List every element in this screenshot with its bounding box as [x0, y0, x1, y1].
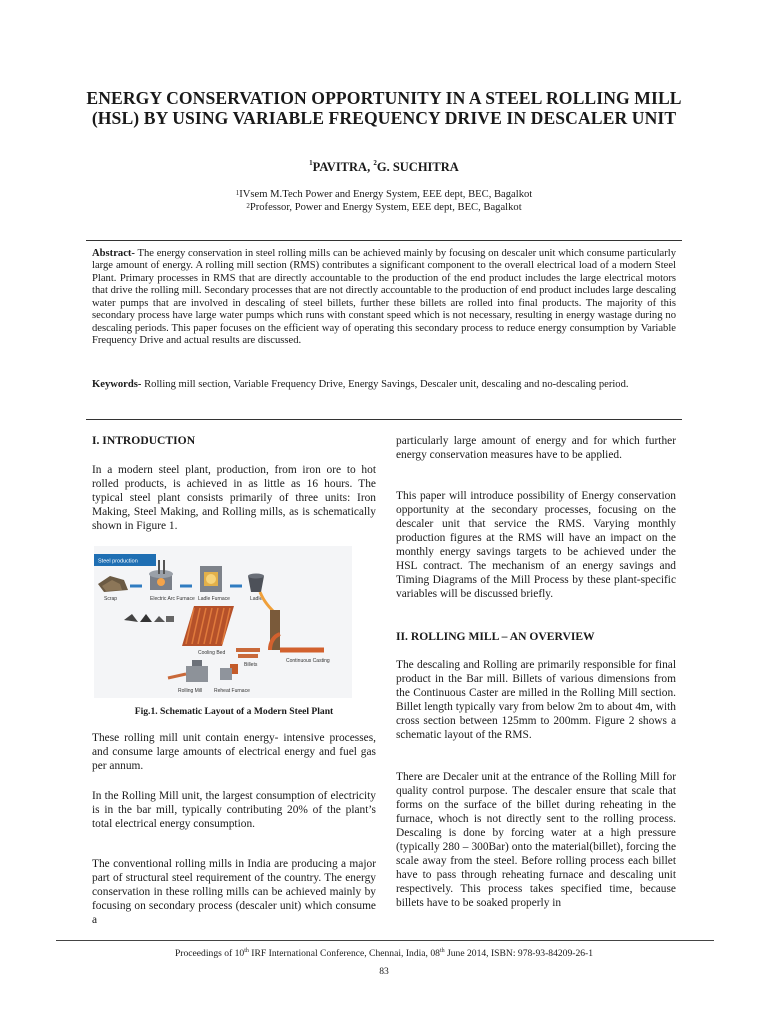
label-cooling-bed: Cooling Bed	[198, 650, 226, 656]
affiliation-1	[0, 188, 768, 201]
author2-sup: 2	[373, 159, 377, 167]
affiliation-2-sup: 2	[246, 202, 250, 210]
label-ladle-furnace: Ladle Furnace	[198, 596, 230, 602]
intro-paragraph-1: In a modern steel plant, production, from iron ore to hot rolled products, is achieved in as little as 16 hours. The typical steel plant consists primarily of three units: Iron Making, Steel Making, and Rolling mills, as is schematically shown in Figure 1.	[92, 464, 376, 532]
intro-paragraph-2: These rolling mill unit contain energy- intensive processes, and consume large amounts of electrical energy and fuel gas per annum.	[92, 732, 376, 772]
footer-rule	[56, 940, 714, 941]
right-paragraph-1: This paper will introduce possibility of Energy conservation opportunity at the secondary processes, focusing on the descaler unit that service the RMS. Varying monthly production figures at the RMS will have an impact on the monthly energy savings targets to be achieved under the HSL contract. The mechanism of an energy savings and Timing Diagrams of the Mill Process by these plant-specific variables will be discussed briefly.	[396, 490, 676, 600]
figure-steel-plant-layout	[94, 546, 352, 698]
label-scrap: Scrap	[104, 596, 118, 602]
keywords-block	[92, 379, 676, 392]
abstract-text: The energy conservation in steel rolling mills can be achieved mainly by focusing on descaler unit which consume particularly large amount of energy. A rolling mill section (RMS) contributes a significant component to the overall electrical load of a modern Steel Plant. Primary processes in RMS that are directly accountable to the production of the end product includes the large electrical motors that drive the rolling mill. Secondary processes that are not directly accountable to the production of end product includes large descaling water pumps that are involved in descaling of steel billets, further these billets are rolled into final products. The majority of this secondary process have large water pumps which runs with constant speed which is not necessary, resulting in energy wastage during no descaling periods. This paper focuses on the efficient way of operating this secondary process to reduce energy consumption by Variable Frequency Drive and actual results are discussed.	[92, 248, 676, 347]
abstract-top-rule	[86, 240, 682, 241]
label-reheat-furnace: Reheat Furnace	[214, 688, 250, 694]
affiliation-2	[0, 201, 768, 214]
affiliation-2-text: Professor, Power and Energy System, EEE dept, BEC, Bagalkot	[249, 202, 522, 213]
label-continuous-casting: Continuous Casting	[286, 658, 330, 664]
paper-title: ENERGY CONSERVATION OPPORTUNITY IN A STEEL ROLLING MILL (HSL) BY USING VARIABLE FREQUENCY DRIVE IN DESCALER UNIT	[86, 88, 682, 128]
affiliation-1-sup: 1	[235, 189, 240, 197]
rolling-paragraph-1: The descaling and Rolling are primarily responsible for final product in the Bar mill. Billets of various dimensions from the Continuous Caster are milled in the Rolling Mill section. Billet length typically vary from below 2m to about 4m, with cross section between 125mm to 200mm. Figure 2 shows a schematic layout of the RMS.	[396, 659, 676, 741]
author1-name: PAVITRA,	[312, 160, 374, 174]
author1-sup: 1	[309, 159, 313, 167]
page-number: 83	[379, 966, 389, 977]
footer-mid: IRF International Conference, Chennai, India, 08	[248, 948, 440, 959]
intro-paragraph-4: The conventional rolling mills in India are producing a major part of structural steel requirement of the country. The energy conservation in these rolling mills can be achieved mainly by focusing on secondary process (descaler unit) which consume a	[92, 858, 376, 926]
footer-post: June 2014, ISBN: 978-93-84209-26-1	[444, 948, 594, 959]
label-ladle: Ladle	[250, 596, 263, 602]
label-steel-production: Steel production	[98, 558, 138, 565]
keywords-label: Keywords-	[92, 379, 142, 390]
abstract-block	[92, 248, 676, 348]
intro-paragraph-3: In the Rolling Mill unit, the largest consumption of electricity is in the bar mill, typically contributing 20% of the plant’s total electrical energy consumption.	[92, 790, 376, 830]
abstract-label: Abstract-	[92, 248, 135, 259]
label-electric-arc-furnace: Electric Arc Furnace	[150, 596, 195, 602]
footer-sup-2: th	[439, 948, 445, 954]
author-line	[0, 160, 768, 175]
footer-citation	[0, 948, 768, 959]
rolling-paragraph-2: There are Decaler unit at the entrance of the Rolling Mill for quality control purpose. The descaler ensure that scale that forms on the surface of the billet during reheating in the furnace, whoch is not directly sent to the rolling process. Descaling is done by forcing water at a high pressure (typically 280 – 300Bar) onto the material(billet), forcing the scale away from the steel. Before rolling process each billet have to pass through reheating furnace and descaling unit respectively. This process takes specified time, because billets have to be soaked properly in	[396, 771, 676, 909]
affiliation-1-text: IVsem M.Tech Power and Energy System, EEE dept, BEC, Bagalkot	[239, 189, 533, 200]
abstract-bottom-rule	[86, 419, 682, 420]
footer-pre: Proceedings of 10	[174, 948, 245, 959]
section-heading-rolling-mill: II. ROLLING MILL – AN OVERVIEW	[396, 630, 595, 643]
footer-sup-1: th	[244, 948, 249, 954]
section-heading-introduction: I. INTRODUCTION	[92, 434, 196, 447]
right-paragraph-continued: particularly large amount of energy and for which further energy conservation measures have to be applied.	[396, 435, 676, 461]
label-billets: Billets	[244, 662, 258, 668]
label-rolling-mill: Rolling Mill	[178, 688, 203, 694]
steel-plant-schematic	[94, 546, 352, 698]
author2-name: G. SUCHITRA	[376, 160, 459, 174]
keywords-text: Rolling mill section, Variable Frequency Drive, Energy Savings, Descaler unit, descaling and no-descaling period.	[141, 379, 629, 390]
figure-caption: Fig.1. Schematic Layout of a Modern Steel Plant	[134, 706, 334, 717]
